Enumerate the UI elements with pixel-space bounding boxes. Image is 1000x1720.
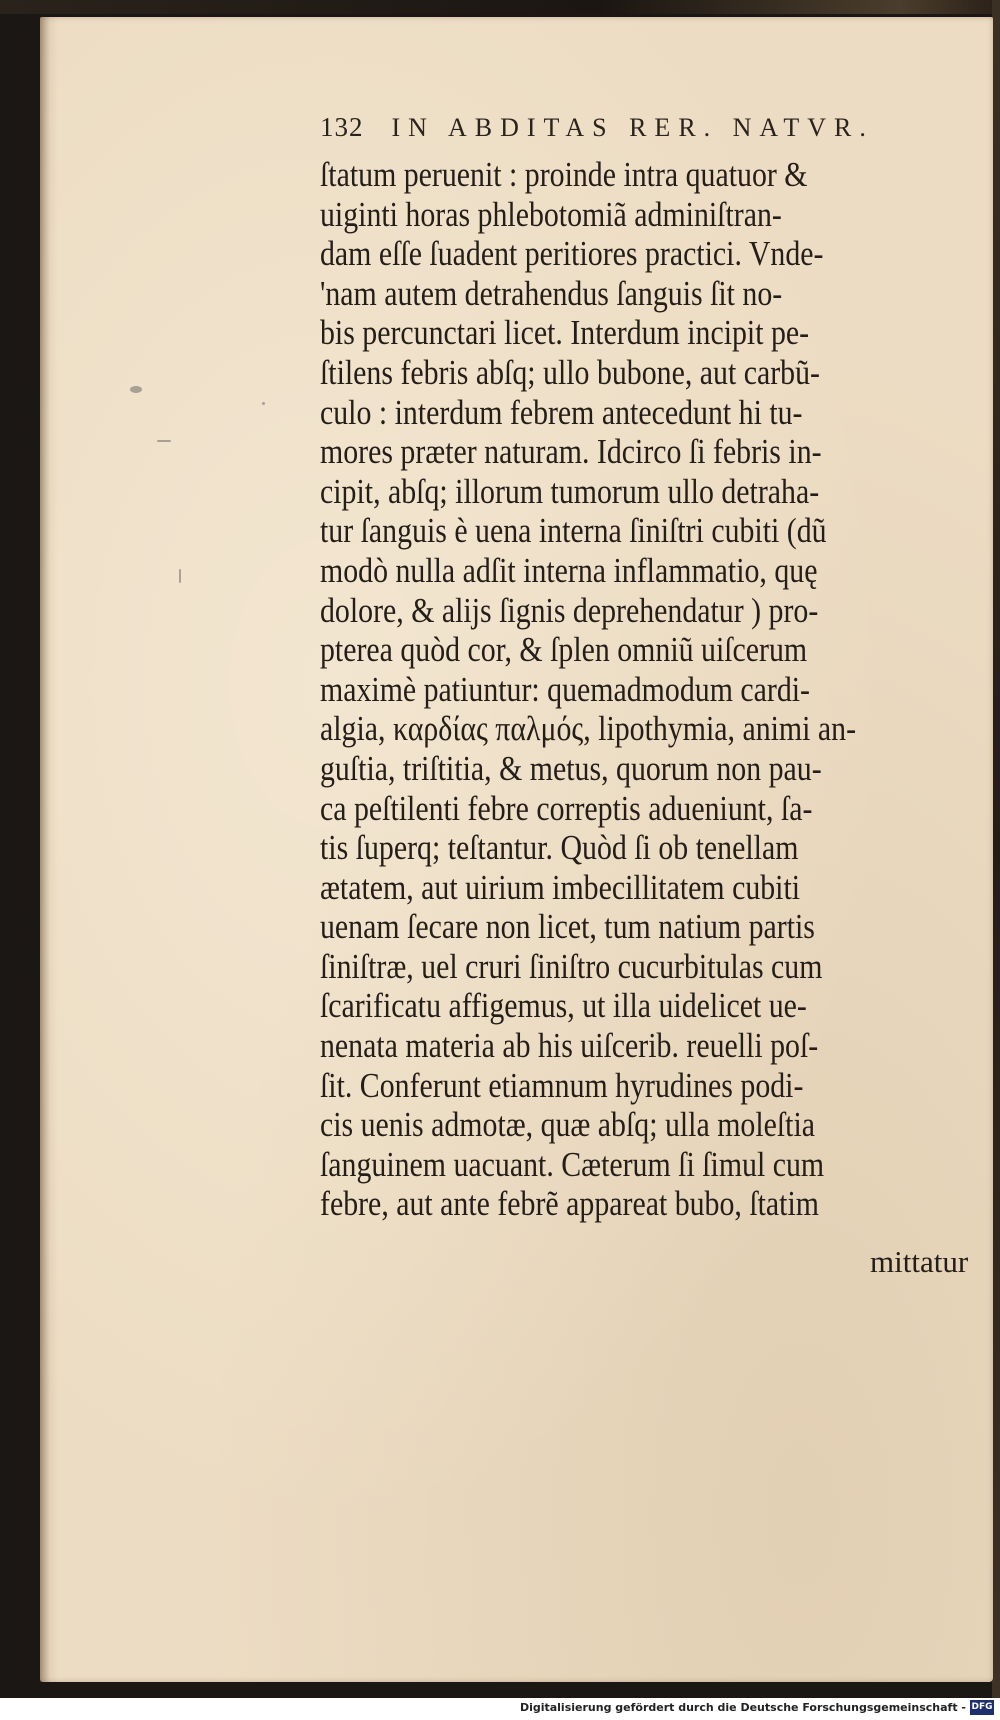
text-line: culo : interdum febrem antecedunt hi tu- bbox=[320, 392, 803, 432]
text-line: ſiniſtræ, uel cruri ſiniſtro cucurbitulas cum bbox=[320, 946, 823, 986]
body-text bbox=[320, 155, 1000, 1224]
text-line: tur ſanguis è uena interna ſiniſtri cubiti (dũ bbox=[320, 511, 827, 551]
text-line: ca peſtilenti febre correptis adueniunt, ſa- bbox=[320, 788, 813, 828]
digitization-credit: Digitalisierung gefördert durch die Deutsche Forschungsgemeinschaft - bbox=[519, 1701, 966, 1714]
text-line: tis ſuperq; teſtantur. Quòd ſi ob tenellam bbox=[320, 828, 799, 868]
catchword: mittatur bbox=[870, 1244, 969, 1279]
text-line: guſtia, triſtitia, & metus, quorum non pau- bbox=[320, 748, 822, 788]
text-line: pterea quòd cor, & ſplen omniũ uiſcerum bbox=[320, 630, 808, 670]
text-line: febre, aut ante febrẽ appareat bubo, ſtatim bbox=[320, 1184, 820, 1224]
dfg-logo: DFG bbox=[970, 1700, 994, 1715]
page-gutter-shadow bbox=[40, 17, 50, 1682]
paper-stain bbox=[130, 386, 142, 393]
text-line: ætatem, aut uirium imbecillitatem cubiti bbox=[320, 867, 801, 907]
text-line: cis uenis admotæ, quæ abſq; ulla moleſtia bbox=[320, 1105, 816, 1145]
text-line: cipit, abſq; illorum tumorum ullo detraha- bbox=[320, 471, 820, 511]
text-line: dam eſſe ſuadent peritiores practici. Vnde- bbox=[320, 234, 824, 274]
paper-stain bbox=[157, 440, 171, 442]
text-line: ſcarificatu affigemus, ut illa uidelicet ue- bbox=[320, 986, 807, 1026]
text-line: algia, καρδίας παλμός, lipothymia, animi an- bbox=[320, 709, 857, 749]
text-line: uiginti horas phlebotomiã adminiſtran- bbox=[320, 194, 782, 234]
running-title: IN ABDITAS RER. NATVR. bbox=[391, 113, 874, 142]
page-header bbox=[320, 112, 920, 152]
text-line: dolore, & alijs ſignis deprehendatur ) pro- bbox=[320, 590, 819, 630]
scan-top-edge bbox=[0, 0, 1000, 14]
page-number: 132 bbox=[320, 112, 364, 142]
text-line: bis percunctari licet. Interdum incipit pe- bbox=[320, 313, 810, 353]
text-line: uenam ſecare non licet, tum natium partis bbox=[320, 907, 815, 947]
text-line: nenata materia ab his uiſcerib. reuelli poſ- bbox=[320, 1026, 819, 1066]
text-line: 'nam autem detrahendus ſanguis ſit no- bbox=[320, 273, 783, 313]
text-line: ſit. Conferunt etiamnum hyrudines podi- bbox=[320, 1065, 804, 1105]
text-line: modò nulla adſit interna inflammatio, quę bbox=[320, 550, 818, 590]
text-line: mores præter naturam. Idcirco ſi febris in- bbox=[320, 432, 822, 472]
paper-stain bbox=[262, 402, 265, 405]
paper-stain bbox=[179, 569, 181, 583]
text-line: ſtatum peruenit : proinde intra quatuor & bbox=[320, 155, 808, 194]
text-line: ſanguinem uacuant. Cæterum ſi ſimul cum bbox=[320, 1144, 825, 1184]
text-line: ſtilens febris abſq; ullo bubone, aut carbũ- bbox=[320, 352, 820, 392]
text-line: maximè patiuntur: quemadmodum cardi- bbox=[320, 669, 810, 709]
